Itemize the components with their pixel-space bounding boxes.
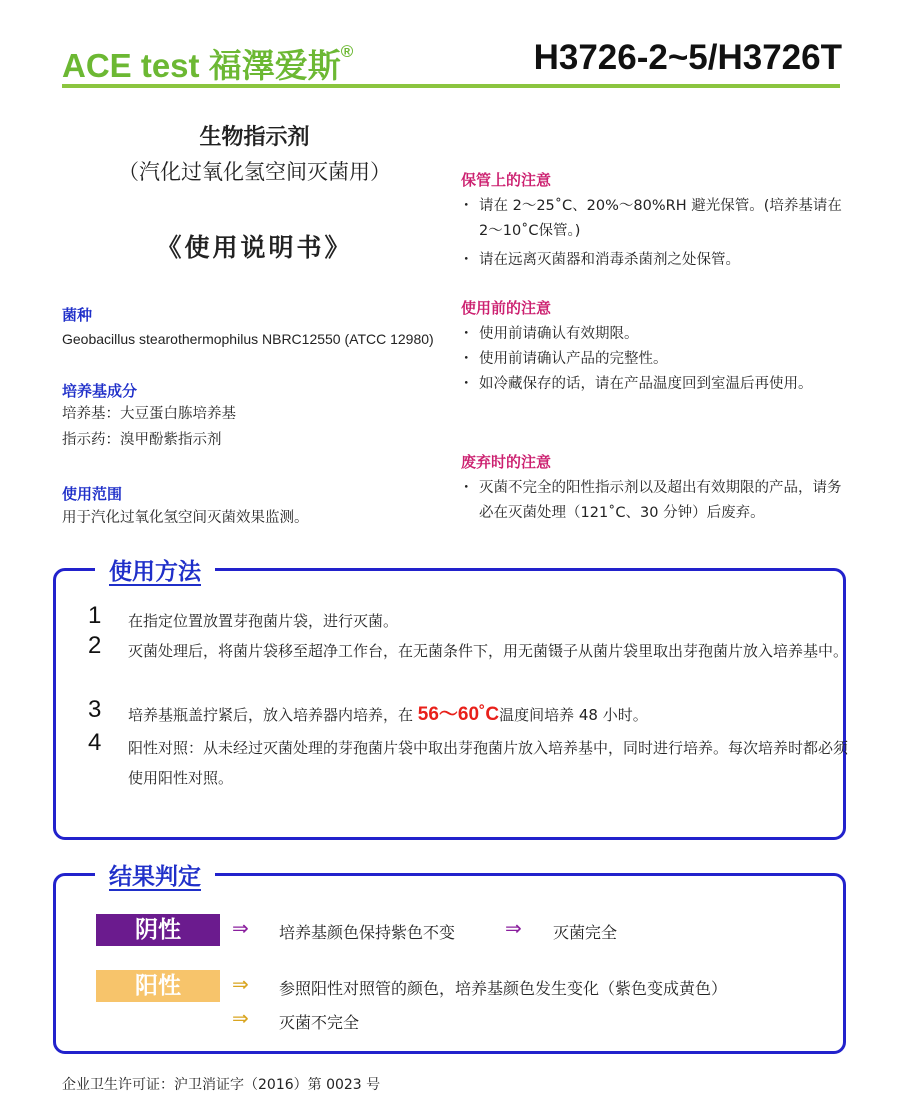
step-number: 3 <box>88 696 102 723</box>
before-use-heading: 使用前的注意 <box>461 299 552 317</box>
product-title: 生物指示剂 <box>199 125 310 150</box>
step-number: 2 <box>88 632 102 659</box>
step-text <box>128 700 848 730</box>
step-number: 4 <box>88 729 102 756</box>
arrow-icon: ⇒ <box>505 916 522 940</box>
step-text: 在指定位置放置芽孢菌片袋，进行灭菌。 <box>128 612 399 630</box>
arrow-icon: ⇒ <box>232 916 249 940</box>
before-use-item: ・ 使用前请确认产品的完整性。 <box>461 347 843 372</box>
before-use-section <box>461 297 843 397</box>
storage-item: ・ 请在远离灭菌器和消毒杀菌剂之处保管。 <box>461 248 843 273</box>
arrow-icon: ⇒ <box>232 1006 249 1030</box>
step-text: 灭菌处理后，将菌片袋移至超净工作台，在无菌条件下，用无菌镊子从菌片袋里取出芽孢菌片放入培养基中。 <box>128 642 849 660</box>
temperature-highlight: 56～60˚C <box>417 704 500 725</box>
positive-conclusion: 灭菌不完全 <box>279 1013 360 1032</box>
storage-heading: 保管上的注意 <box>461 171 552 189</box>
negative-tag: 阴性 <box>96 914 220 946</box>
disposal-section <box>461 451 843 526</box>
medium-line: 培养基：大豆蛋白胨培养基 <box>62 406 236 422</box>
storage-section <box>461 169 843 273</box>
medium-line: 指示药：溴甲酚紫指示剂 <box>62 432 222 448</box>
license-footer: 企业卫生许可证：沪卫消证字（2016）第 0023 号 <box>62 1077 381 1093</box>
result-box <box>53 873 846 1054</box>
positive-tag: 阳性 <box>96 970 220 1002</box>
result-label: 结果判定 <box>95 858 215 891</box>
before-use-item: ・ 使用前请确认有效期限。 <box>461 322 843 347</box>
product-subtitle: （汽化过氧化氢空间灭菌用） <box>118 160 391 184</box>
step-text: 阳性对照：从未经过灭菌处理的芽孢菌片袋中取出芽孢菌片放入培养基中，同时进行培养。每次培养时都必须使用阳性对照。 <box>128 739 849 787</box>
disposal-heading: 废弃时的注意 <box>461 453 552 471</box>
disposal-item: ・ 灭菌不完全的阳性指示剂以及超出有效期限的产品，请务必在灭菌处理（121˚C、30 分钟）后废弃。 <box>461 476 843 526</box>
brand-logo <box>62 40 353 87</box>
method-label: 使用方法 <box>95 553 215 586</box>
negative-conclusion: 灭菌完全 <box>553 923 618 942</box>
strain-heading: 菌种 <box>62 306 93 324</box>
medium-heading: 培养基成分 <box>62 382 138 400</box>
model-number: H3726-2~5/H3726T <box>533 38 842 77</box>
strain-text: Geobacillus stearothermophilus NBRC12550 (ATCC 12980) <box>62 331 434 347</box>
storage-item: ・ 请在 2～25˚C、20%～80%RH 避光保管。(培养基请在 2～10˚C保管。) <box>461 194 843 244</box>
brand-name: ACE test 福澤爱斯 <box>62 47 341 84</box>
step-text-part: 温度间培养 48 小时。 <box>499 706 648 724</box>
positive-result-text: 参照阳性对照管的颜色，培养基颜色发生变化（紫色变成黄色） <box>279 979 728 998</box>
scope-heading: 使用范围 <box>62 485 123 503</box>
header-divider <box>62 84 840 88</box>
step-number: 1 <box>88 602 102 629</box>
registered-mark: ® <box>340 42 354 61</box>
before-use-item: ・ 如冷藏保存的话，请在产品温度回到室温后再使用。 <box>461 372 843 397</box>
document-title: 《使用说明书》 <box>156 233 353 262</box>
arrow-icon: ⇒ <box>232 972 249 996</box>
negative-result-text: 培养基颜色保持紫色不变 <box>279 923 456 942</box>
step-text-part: 培养基瓶盖拧紧后，放入培养器内培养，在 <box>128 706 418 724</box>
scope-text: 用于汽化过氧化氢空间灭菌效果监测。 <box>62 510 309 526</box>
